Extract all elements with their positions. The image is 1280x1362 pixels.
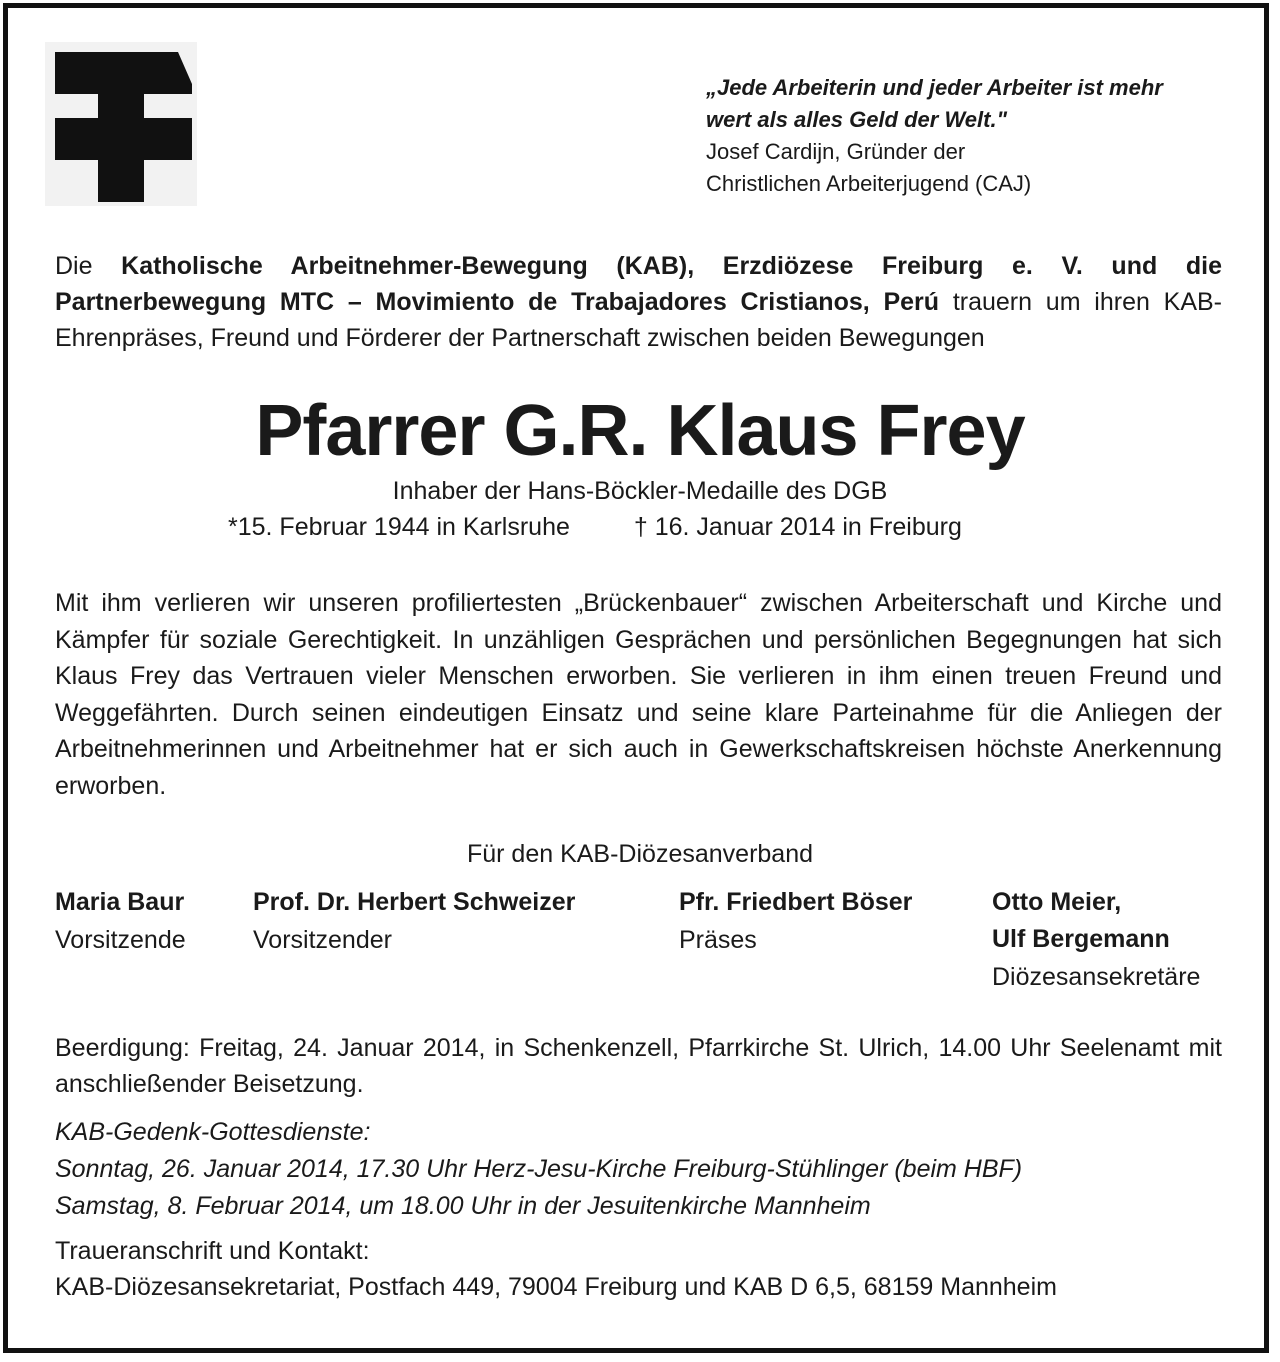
service-2: Samstag, 8. Februar 2014, um 18.00 Uhr in der Jesuitenkirche Mannheim [55, 1192, 871, 1220]
death-date: † 16. Januar 2014 in Freiburg [633, 513, 962, 541]
signatory-role: Diözesansekretäre [992, 963, 1201, 991]
cardijn-quote [706, 72, 1246, 200]
quote-text-line-1: „Jede Arbeiterin und jeder Arbeiter ist mehr [706, 75, 1163, 100]
signatory-2 [253, 884, 575, 959]
signatory-name: Maria Baur [55, 888, 185, 916]
signatory-1 [55, 884, 186, 959]
intro-prefix: Die [55, 252, 122, 280]
intro-organizations: Katholische Arbeitnehmer-Bewegung (KAB), Erzdiözese Freiburg e. V. und die Partnerbewegung MTC – Movimiento de Trabajadores Cristianos, Perú [55, 252, 1222, 316]
signatory-role: Vorsitzender [253, 926, 392, 954]
quote-text-line-2: wert als alles Geld der Welt." [706, 107, 1008, 132]
burial-info: Beerdigung: Freitag, 24. Januar 2014, in Schenkenzell, Pfarrkirche St. Ulrich, 14.00 Uhr Seelenamt mit anschließender Beisetzung. [55, 1034, 1222, 1098]
deceased-name: Pfarrer G.R. Klaus Frey [255, 391, 1025, 471]
signatory-role: Präses [679, 926, 757, 954]
intro-paragraph [55, 248, 1222, 356]
signatory-4 [992, 884, 1200, 996]
signatory-role: Vorsitzende [55, 926, 186, 954]
contact-heading: Traueranschrift und Kontakt: [55, 1237, 370, 1265]
service-1: Sonntag, 26. Januar 2014, 17.30 Uhr Herz-Jesu-Kirche Freiburg-Stühlinger (beim HBF) [55, 1155, 1023, 1183]
birth-date: *15. Februar 1944 in Karlsruhe [228, 513, 570, 541]
signatory-name-line-2: Ulf Bergemann [992, 925, 1170, 953]
on-behalf-line: Für den KAB-Diözesanverband [466, 840, 814, 868]
services-heading: KAB-Gedenk-Gottesdienste: [55, 1118, 371, 1146]
contact-info [55, 1233, 1057, 1305]
kab-cross-logo-icon [45, 42, 197, 206]
life-dates [228, 513, 962, 542]
signatory-3 [679, 884, 912, 959]
tribute-paragraph: Mit ihm verlieren wir unseren profiliertesten „Brückenbauer“ zwischen Arbeiterschaft und Kirche und Kämpfer für soziale Gerechtigkeit. In unzähligen Gesprächen und persönlichen Begegnungen hat sich Klaus Frey das Vertrauen vieler Menschen erworben. Sie verlieren in ihm einen treuen Freund und Weggefährten. Durch seinen eindeutigen Einsatz und seine klare Parteinahme für die Anliegen der Arbeitnehmerinnen und Arbeitnehmer hat er sich auch in Gewerkschaftskreisen höchste Anerkennung erworben. [55, 589, 1222, 800]
signatory-name: Prof. Dr. Herbert Schweizer [253, 888, 576, 916]
quote-author-line-1: Josef Cardijn, Gründer der [706, 139, 966, 164]
intro-suffix: trauern um ihren KAB-Ehrenpräses, Freund und Förderer der Partnerschaft zwischen beiden Bewegungen [55, 288, 1222, 352]
contact-address: KAB-Diözesansekretariat, Postfach 449, 79004 Freiburg und KAB D 6,5, 68159 Mannheim [55, 1273, 1057, 1301]
memorial-services [55, 1114, 1022, 1225]
signatory-name-line-1: Otto Meier, [992, 888, 1122, 916]
deceased-award: Inhaber der Hans-Böckler-Medaille des DGB [392, 477, 888, 505]
signatory-name: Pfr. Friedbert Böser [679, 888, 913, 916]
quote-author-line-2: Christlichen Arbeiterjugend (CAJ) [706, 171, 1032, 196]
